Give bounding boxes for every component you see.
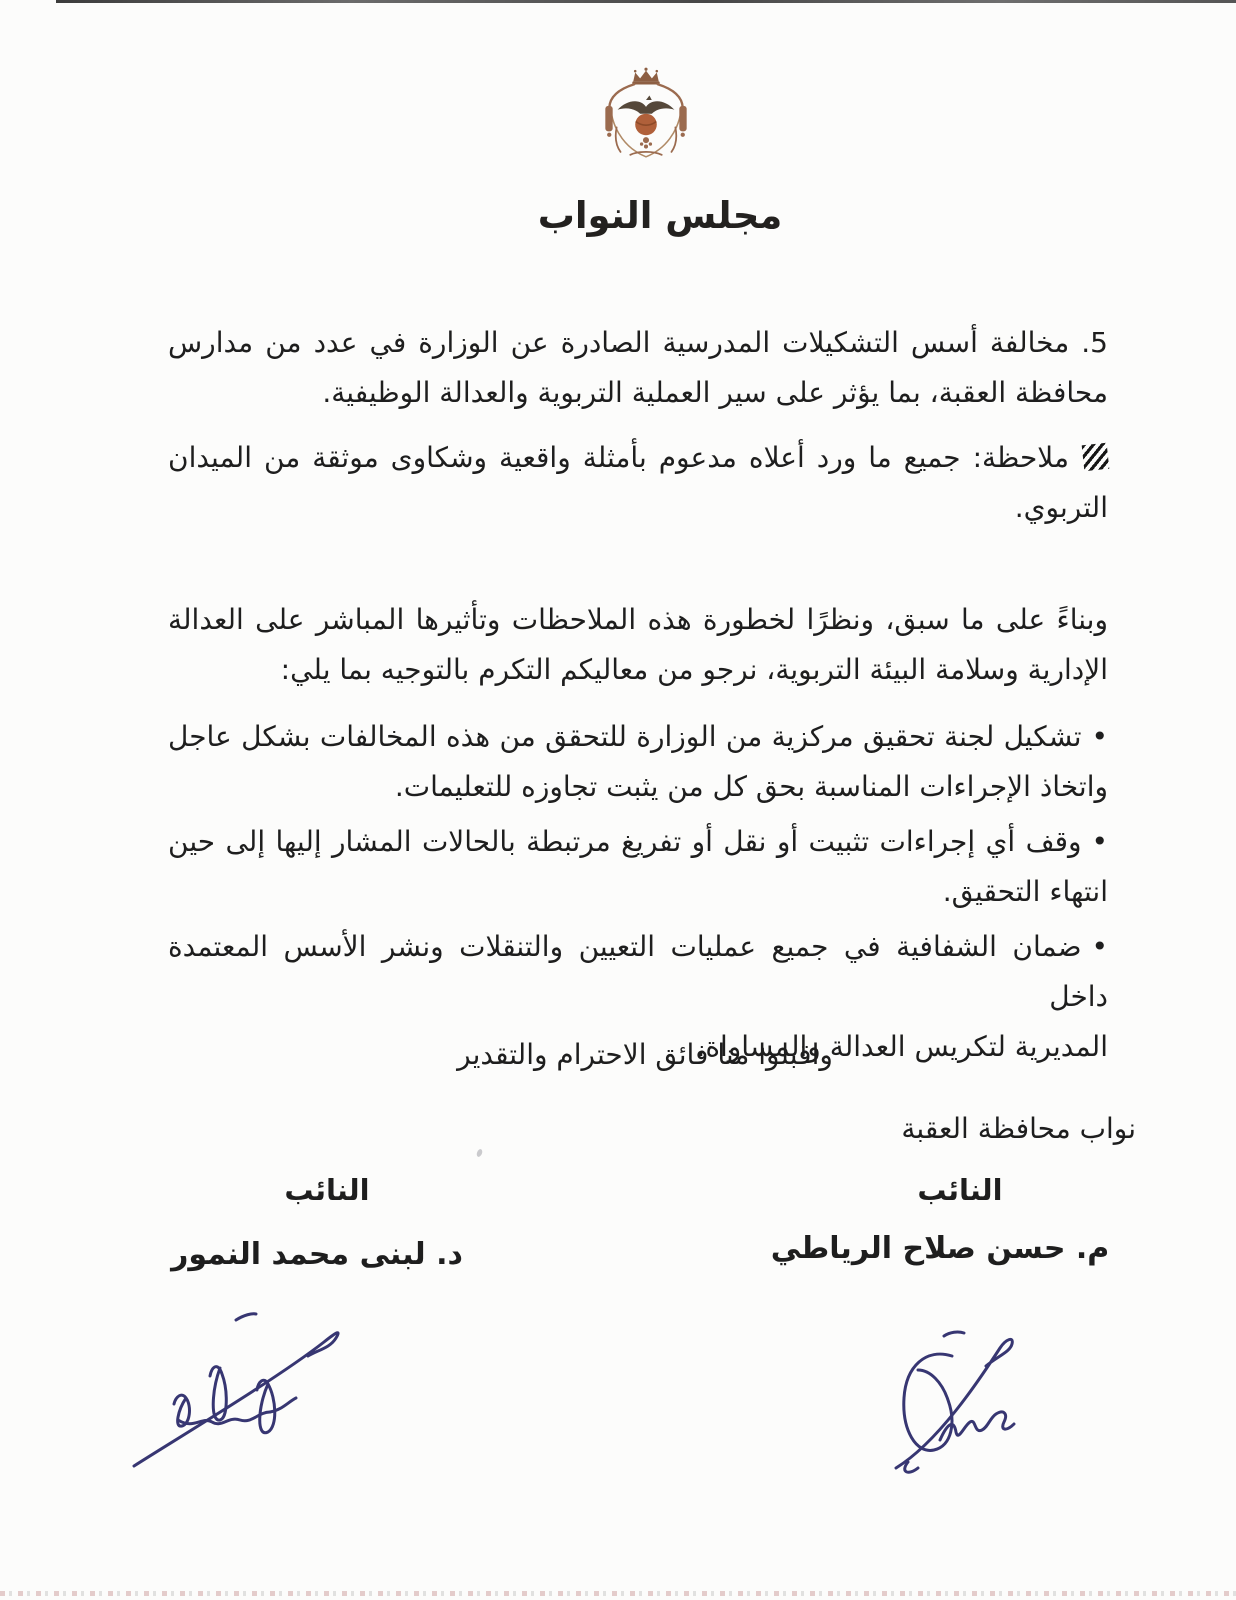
signature-left-ink [128,1298,373,1477]
text-line: محافظة العقبة، بما يؤثر على سير العملية التربوية والعدالة الوظيفية. [322,376,1108,409]
text-line: واتخاذ الإجراءات المناسبة بحق كل من يثبت تجاوزه للتعليمات. [394,770,1108,803]
jordan-royal-crest-logo [597,64,695,182]
bullet-point-icon: • [1091,720,1108,753]
text-line: 5. مخالفة أسس التشكيلات المدرسية الصادرة عن الوزارة في عدد من مدارس [168,326,1108,359]
crest-globe [635,114,657,136]
text-line [168,922,1108,1022]
text-line [168,433,1108,483]
text-line: المديرية لتكريس العدالة والمساواة. [696,1030,1108,1063]
text-line: وبناءً على ما سبق، ونظرًا لخطورة هذه الملاحظات وتأثيرها المباشر على العدالة [168,603,1108,636]
bullet-item-2 [168,817,1108,917]
bullet-point-icon: • [1091,930,1108,963]
bullet-text: وقف أي إجراءات تثبيت أو نقل أو تفريغ مرتبطة بالحالات المشار إليها إلى حين [168,825,1082,858]
signatory-name-left: د. لبنى محمد النمور [171,1237,463,1272]
closing-line: واقبلوا منا فائق الاحترام والتقدير [457,1038,833,1071]
bullet-text: ضمان الشفافية في جميع عمليات التعيين والتنقلات ونشر الأسس المعتمدة داخل [168,930,1108,1013]
signatory-title-left: النائب [284,1173,370,1207]
signature-right-ink [878,1322,1048,1486]
scan-top-edge-line [56,0,1236,3]
signatory-title-right: النائب [917,1173,1003,1207]
royal-crest-icon [597,64,695,182]
text-line: الإدارية وسلامة البيئة التربوية، نرجو من معاليكم التكرم بالتوجيه بما يلي: [280,653,1108,686]
handwritten-signature-icon [878,1322,1048,1482]
text-line: التربوي. [1014,491,1108,524]
text-line [168,817,1108,867]
hatch-marker-icon [1082,443,1110,471]
crest-ornaments [630,138,661,155]
bullet-text: تشكيل لجنة تحقيق مركزية من الوزارة للتحقق من هذه المخالفات بشكل عاجل [168,720,1082,753]
note-text: ملاحظة: جميع ما ورد أعلاه مدعوم بأمثلة واقعية وشكاوى موثقة من الميدان [168,441,1069,474]
text-line: انتهاء التحقيق. [942,875,1108,908]
paragraph-request [168,595,1108,695]
bullet-item-1 [168,712,1108,812]
org-name-calligraphy: مجلس النواب [537,194,783,237]
bullet-point-icon: • [1091,825,1108,858]
crest-crown [632,68,659,85]
paragraph-item-5 [168,318,1108,418]
scan-bottom-edge-dots [0,1591,1236,1596]
paragraph-note [168,433,1108,533]
scan-artifact-speck [476,1148,484,1157]
handwritten-signature-icon [128,1298,373,1473]
text-line [168,712,1108,762]
signatory-name-right: م. حسن صلاح الرياطي [770,1231,1110,1266]
crest-eagle [618,96,675,114]
signatories-group-label: نواب محافظة العقبة [901,1112,1136,1145]
